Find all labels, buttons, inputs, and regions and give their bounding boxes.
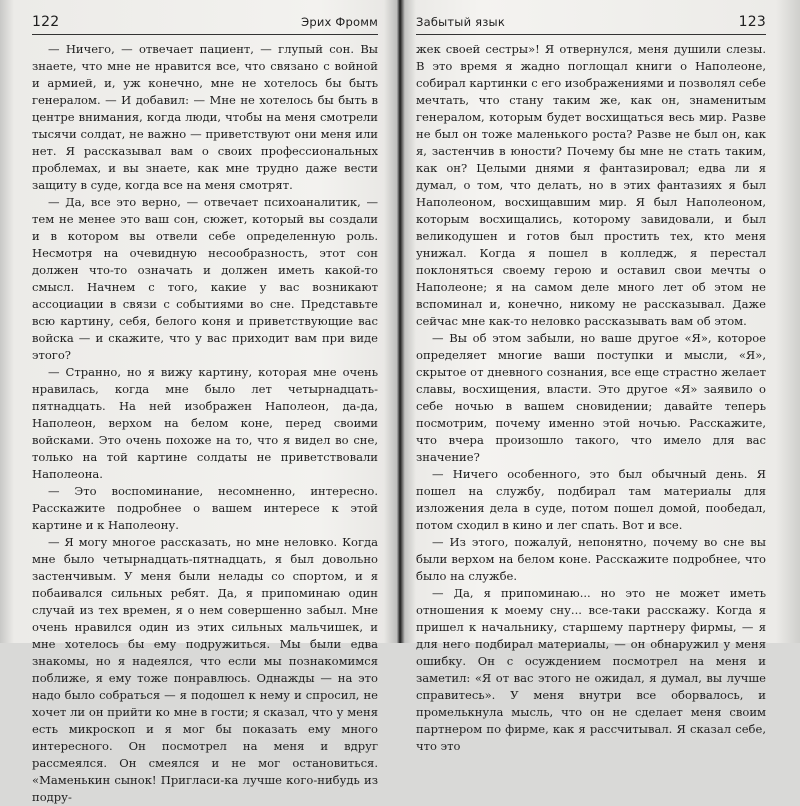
left-page	[0, 0, 398, 804]
left-running-head	[32, 14, 378, 35]
right-page	[402, 0, 800, 753]
left-running-title: Эрих Фромм	[301, 15, 378, 29]
paragraph: — Да, все это верно, — отвечает психоаналитик, — тем не менее это ваш сон, сюжет, который вы создали и в котором вы отвели себе определенную роль. Несмотря на очевидную несообразность, этот сон должен что-то означать и должен иметь какой-то смысл. Начнем с того, какие у вас возникают ассоциации в связи с событиями во сне. Представьте всю картину, себя, белого коня и приветствующие вас войска — и скажите, что у вас приходит вам при виде этого?	[32, 195, 378, 362]
paragraph: — Из этого, пожалуй, непонятно, почему во сне вы были верхом на белом коне. Расскажите подробнее, что было на службе.	[416, 535, 766, 583]
right-page-number: 123	[738, 14, 766, 30]
paragraph: — Ничего особенного, это был обычный день. Я пошел на службу, подбирал там материалы для изложения дела в суде, потом пошел домой, пообедал, потом сходил в кино и лег спать. Вот и все.	[416, 467, 766, 532]
paragraph: жек своей сестры»! Я отвернулся, меня душили слезы. В это время я жадно поглощал книги о Наполеоне, собирал картинки с его изображениями и позволял себе мечтать, что стану таким же, как он, знаменитым генералом, которым будет восхищаться весь мир. Разве не был он тоже маленького роста? Разве не был он, как я, застенчив в юности? Почему бы мне не стать таким, как он? Целыми днями я фантазировал; едва ли я думал, о том, что делать, но в этих фантазиях я был Наполеоном, восхищавшим мир. Я был Наполеоном, которым восхищались, которому завидовали, и был великодушен и готов был простить тех, кто меня унижал. Когда я пошел в колледж, я перестал поклоняться своему герою и оставил свои мечты о Наполеоне; я на самом деле много лет об этом не вспоминал и, конечно, никому не рассказывал. Даже сейчас мне как-то неловко рассказывать вам об этом.	[416, 42, 766, 328]
right-page-text	[416, 41, 766, 755]
left-page-text	[32, 41, 378, 806]
paragraph: — Странно, но я вижу картину, которая мне очень нравилась, когда мне было лет четырнадцать-пятнадцать. На ней изображен Наполеон, да-да, Наполеон, верхом на белом коне, перед своими войсками. Это очень похоже на то, что я видел во сне, только на той картине солдаты не приветствовали Наполеона.	[32, 365, 378, 481]
paragraph: — Это воспоминание, несомненно, интересно. Расскажите подробнее о вашем интересе к этой картине и к Наполеону.	[32, 484, 378, 532]
paragraph: — Я могу многое рассказать, но мне неловко. Когда мне было четырнадцать-пятнадцать, я был довольно застенчивым. У меня были нелады со спортом, и я побаивался сильных ребят. Да, я припоминаю один случай из тех времен, я о нем совершенно забыл. Мне очень нравился один из этих сильных мальчишек, и мне хотелось бы ему подружиться. Мы были едва знакомы, но я надеялся, что если мы познакомимся поближе, я ему тоже понравлюсь. Однажды — на это надо было собраться — я подошел к нему и спросил, не хочет ли он прийти ко мне в гости; я сказал, что у меня есть микроскоп и я мог бы показать ему много интересного. Он посмотрел на меня и вдруг рассмеялся. Он смеялся и не мог остановиться. «Маменькин сынок! Пригласи-ка лучше кого-нибудь из подру-	[32, 535, 378, 804]
right-running-head	[416, 14, 766, 35]
paragraph: — Ничего, — отвечает пациент, — глупый сон. Вы знаете, что мне не нравится все, что связано с войной и армией, и, уж конечно, мне не хотелось бы быть генералом. — И добавил: — Мне не хотелось бы быть в центре внимания, когда люди, чтобы на меня смотрели тысячи солдат, не важно — приветствуют они меня или нет. Я рассказывал вам о своих профессиональных проблемах, и вы знаете, как мне трудно даже вести защиту в суде, когда все на меня смотрят.	[32, 42, 378, 192]
right-running-title: Забытый язык	[416, 15, 505, 29]
paragraph: — Да, я припоминаю... но это не может иметь отношения к моему сну... все-таки расскажу. Когда я пришел к начальнику, старшему партнеру фирмы, — я для него подбирал материалы, — он обнаружил у меня ошибку. Он с осуждением посмотрел на меня и заметил: «Я от вас этого не ожидал, я думал, вы лучше справитесь». У меня внутри все оборвалось, и промелькнула мысль, что он не сделает меня своим партнером по фирме, как я рассчитывал. Я сказал себе, что это	[416, 586, 766, 753]
paragraph: — Вы об этом забыли, но ваше другое «Я», которое определяет многие ваши поступки и мысли, «Я», скрытое от дневного сознания, все еще страстно желает славы, восхищения, власти. Это другое «Я» заявило о себе ночью в вашем сновидении; давайте теперь посмотрим, почему именно этой ночью. Расскажите, что вчера произошло такого, что имело для вас значение?	[416, 331, 766, 464]
left-page-number: 122	[32, 14, 60, 30]
